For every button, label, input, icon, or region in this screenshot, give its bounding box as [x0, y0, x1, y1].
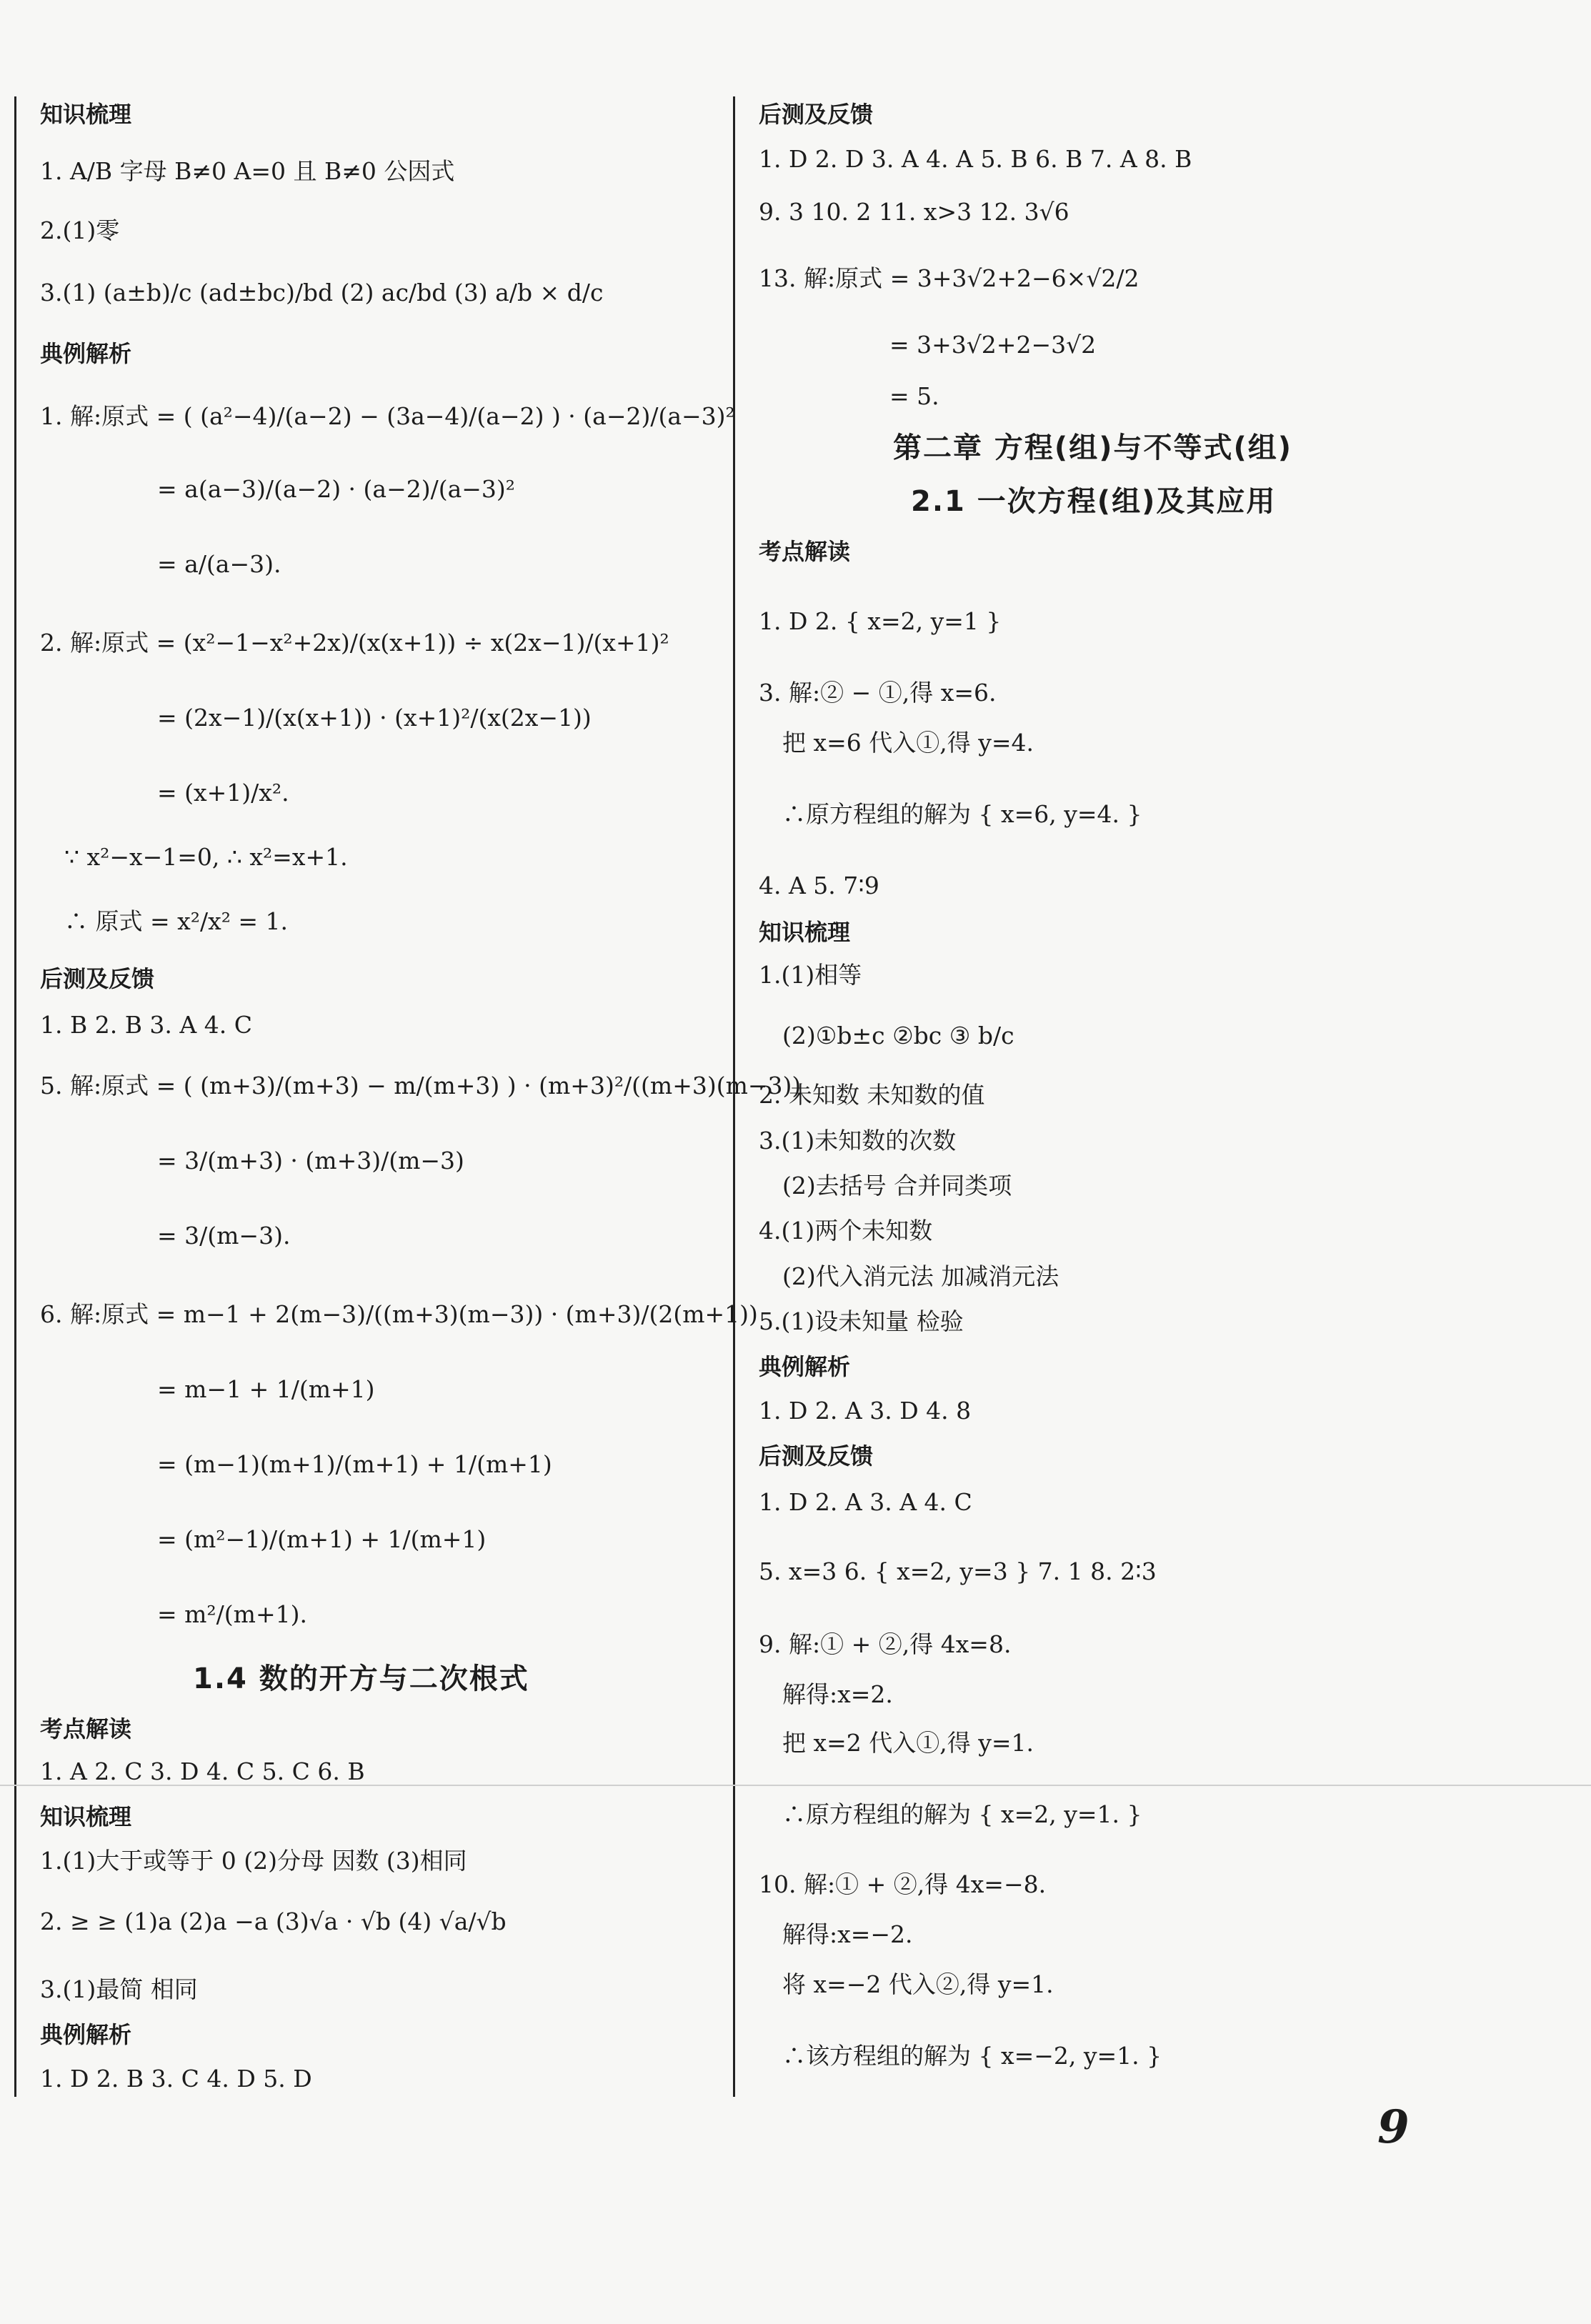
section-heading: 考点解读 [40, 1715, 132, 1742]
answer-line: 4.(1)两个未知数 [759, 1217, 933, 1245]
solution-line: ∵ x²−x−1=0, ∴ x²=x+1. [64, 843, 348, 871]
answer-line: 3.(1)未知数的次数 [759, 1127, 957, 1154]
answer-line: 4. A 5. 7∶9 [759, 872, 879, 899]
solution-line: 1. 解:原式 = ( (a²−4)/(a−2) − (3a−4)/(a−2) ) · (a−2)/(a−3)² [40, 402, 735, 430]
answer-line: 1. D 2. { x=2, y=1 } [759, 607, 1002, 635]
answer-line: 1. B 2. B 3. A 4. C [40, 1011, 252, 1039]
solution-line: 把 x=6 代入①,得 y=4. [782, 729, 1034, 757]
solution-line: = m−1 + 1/(m+1) [157, 1375, 375, 1403]
solution-line: 10. 解:① + ②,得 4x=−8. [759, 1870, 1047, 1898]
section-heading: 典例解析 [40, 340, 132, 367]
answer-line: 5. x=3 6. { x=2, y=3 } 7. 1 8. 2∶3 [759, 1557, 1157, 1585]
section-heading: 典例解析 [759, 1353, 851, 1380]
solution-line: = 3+3√2+2−3√2 [889, 331, 1097, 359]
answer-line: (2)代入消元法 加减消元法 [782, 1262, 1059, 1290]
solution-line: = 3/(m+3) · (m+3)/(m−3) [157, 1147, 464, 1175]
section-heading: 知识梳理 [40, 101, 132, 128]
solution-line: 解得:x=2. [782, 1680, 893, 1708]
answer-line: 1. A/B 字母 B≠0 A=0 且 B≠0 公因式 [40, 157, 455, 185]
answer-line: 9. 3 10. 2 11. x>3 12. 3√6 [759, 198, 1069, 226]
solution-line: ∴该方程组的解为 { x=−2, y=1. } [782, 2042, 1162, 2070]
answer-line: 1. D 2. D 3. A 4. A 5. B 6. B 7. A 8. B [759, 145, 1192, 173]
solution-line: 把 x=2 代入①,得 y=1. [782, 1729, 1034, 1757]
page-number: 9 [1377, 2100, 1410, 2154]
solution-line: = (m−1)(m+1)/(m+1) + 1/(m+1) [157, 1450, 552, 1478]
solution-line: ∴原方程组的解为 { x=2, y=1. } [782, 1800, 1142, 1828]
answer-line: 1. D 2. B 3. C 4. D 5. D [40, 2065, 312, 2093]
solution-line: = m²/(m+1). [157, 1600, 307, 1628]
solution-line: 9. 解:① + ②,得 4x=8. [759, 1630, 1012, 1658]
solution-line: 2. 解:原式 = (x²−1−x²+2x)/(x(x+1)) ÷ x(2x−1)/(x+1)² [40, 629, 669, 657]
section-heading: 知识梳理 [40, 1803, 132, 1830]
section-heading: 考点解读 [759, 538, 851, 565]
section-title: 2.1 一次方程(组)及其应用 [911, 485, 1277, 518]
left-margin-rule [14, 96, 16, 2097]
answer-line: (2)①b±c ②bc ③ b/c [782, 1022, 1014, 1049]
chapter-title: 第二章 方程(组)与不等式(组) [893, 432, 1293, 464]
solution-line: = 3/(m−3). [157, 1222, 291, 1250]
solution-line: = (x+1)/x². [157, 779, 289, 807]
solution-line: 6. 解:原式 = m−1 + 2(m−3)/((m+3)(m−3)) · (m+3)/(2(m+1)) [40, 1300, 758, 1328]
answer-line: 3.(1)最简 相同 [40, 1975, 198, 2003]
answer-line: 1.(1)相等 [759, 961, 862, 989]
solution-line: ∴原方程组的解为 { x=6, y=4. } [782, 800, 1142, 828]
solution-line: 将 x=−2 代入②,得 y=1. [782, 1970, 1054, 1998]
section-heading: 后测及反馈 [40, 965, 155, 992]
solution-line: = 5. [889, 382, 939, 410]
answer-line: 5.(1)设未知量 检验 [759, 1307, 964, 1335]
solution-line: 5. 解:原式 = ( (m+3)/(m+3) − m/(m+3) ) · (m+3)²/((m+3)(m−3)) [40, 1072, 802, 1099]
answer-line: 1. A 2. C 3. D 4. C 5. C 6. B [40, 1757, 365, 1785]
answer-line: (2)去括号 合并同类项 [782, 1172, 1012, 1200]
solution-line: = (m²−1)/(m+1) + 1/(m+1) [157, 1525, 487, 1553]
answer-line: 2.(1)零 [40, 216, 120, 244]
answer-line: 1. D 2. A 3. D 4. 8 [759, 1397, 972, 1425]
solution-line: 解得:x=−2. [782, 1920, 913, 1948]
section-heading: 知识梳理 [759, 919, 851, 946]
section-heading: 后测及反馈 [759, 1442, 874, 1470]
solution-line: = (2x−1)/(x(x+1)) · (x+1)²/(x(2x−1)) [157, 704, 592, 732]
solution-line: = a(a−3)/(a−2) · (a−2)/(a−3)² [157, 475, 516, 503]
section-heading: 后测及反馈 [759, 101, 874, 128]
section-title: 1.4 数的开方与二次根式 [193, 1662, 529, 1695]
answer-line: 1. D 2. A 3. A 4. C [759, 1488, 972, 1516]
solution-line: ∴ 原式 = x²/x² = 1. [64, 907, 289, 935]
solution-line: 3. 解:② − ①,得 x=6. [759, 679, 997, 707]
section-heading: 典例解析 [40, 2021, 132, 2048]
answer-line: 2. ≥ ≥ (1)a (2)a −a (3)√a · √b (4) √a/√b [40, 1907, 507, 1935]
solution-line: 13. 解:原式 = 3+3√2+2−6×√2/2 [759, 264, 1139, 292]
answer-line: 1.(1)大于或等于 0 (2)分母 因数 (3)相同 [40, 1847, 467, 1875]
answer-line: 2. 未知数 未知数的值 [759, 1081, 985, 1109]
solution-line: = a/(a−3). [157, 550, 281, 578]
answer-line: 3.(1) (a±b)/c (ad±bc)/bd (2) ac/bd (3) a/b × d/c [40, 279, 604, 306]
